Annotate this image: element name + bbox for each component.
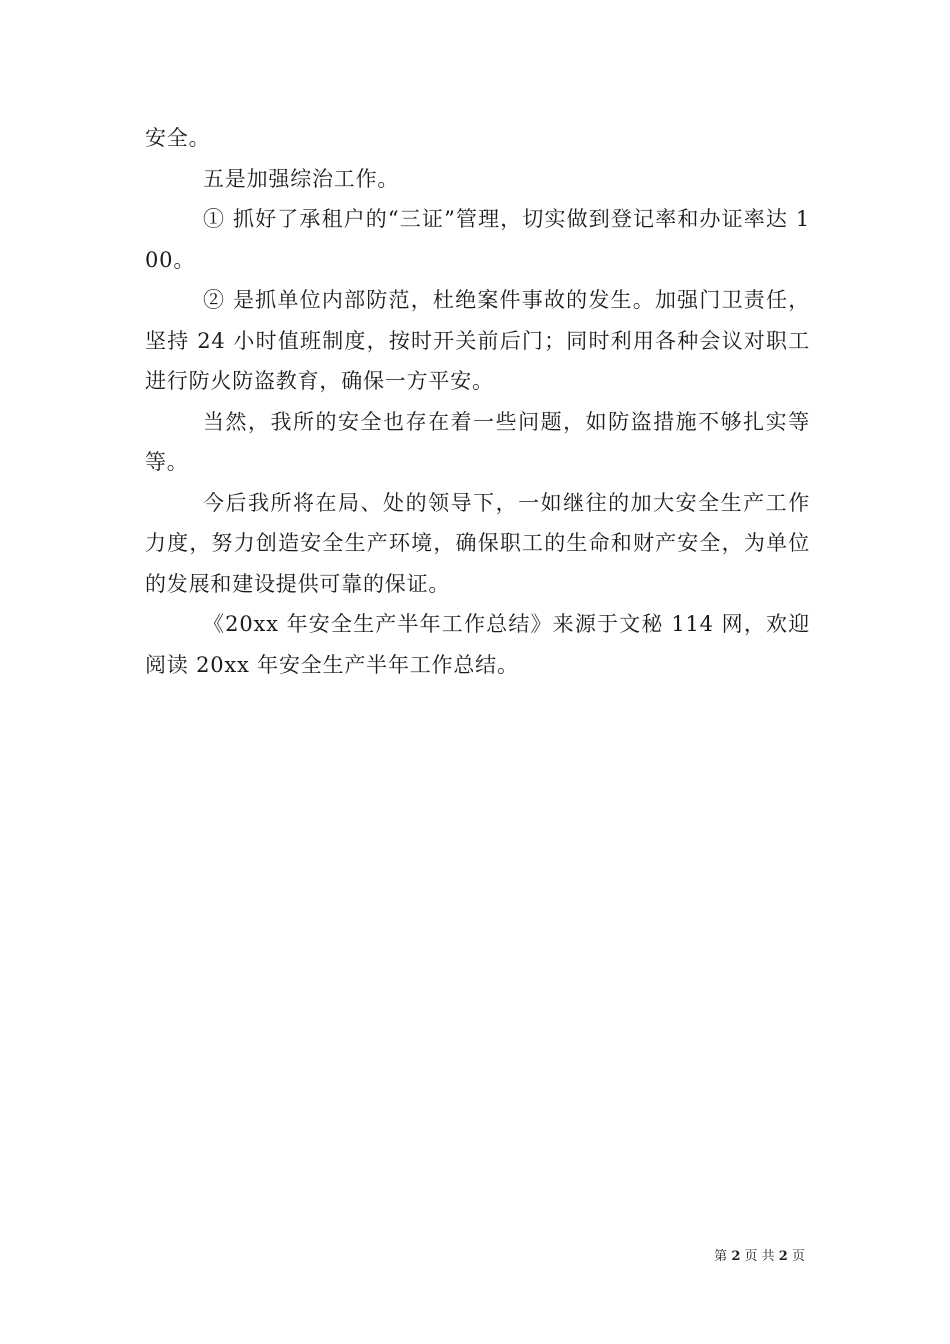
paragraph: 安全。 [145,126,211,150]
current-page-number: 2 [731,1249,741,1264]
page-number-footer [714,1248,805,1266]
paragraph: 五是加强综治工作。 [203,166,400,191]
footer-middle: 页 共 [744,1249,775,1264]
footer-suffix: 页 [791,1249,805,1264]
document-body [145,118,810,685]
paragraph: ② 是抓单位内部防范，杜绝案件事故的发生。加强门卫责任，坚持 24 小时值班制度，按时开关前后门；同时利用各种会议对职工进行防火防盗教育，确保一方平安。 [145,288,810,393]
footer-prefix: 第 [714,1249,728,1264]
paragraph: ① 抓好了承租户的“三证”管理，切实做到登记率和办证率达 100。 [145,207,810,272]
paragraph: 当然，我所的安全也存在着一些问题，如防盗措施不够扎实等等。 [145,409,810,474]
paragraph: 今后我所将在局、处的领导下，一如继往的加大安全生产工作力度，努力创造安全生产环境，确保职工的生命和财产安全，为单位的发展和建设提供可靠的保证。 [145,490,810,596]
total-pages-number: 2 [778,1249,788,1264]
paragraph: 《20xx 年安全生产半年工作总结》来源于文秘 114 网，欢迎阅读 20xx 年安全生产半年工作总结。 [145,612,810,677]
